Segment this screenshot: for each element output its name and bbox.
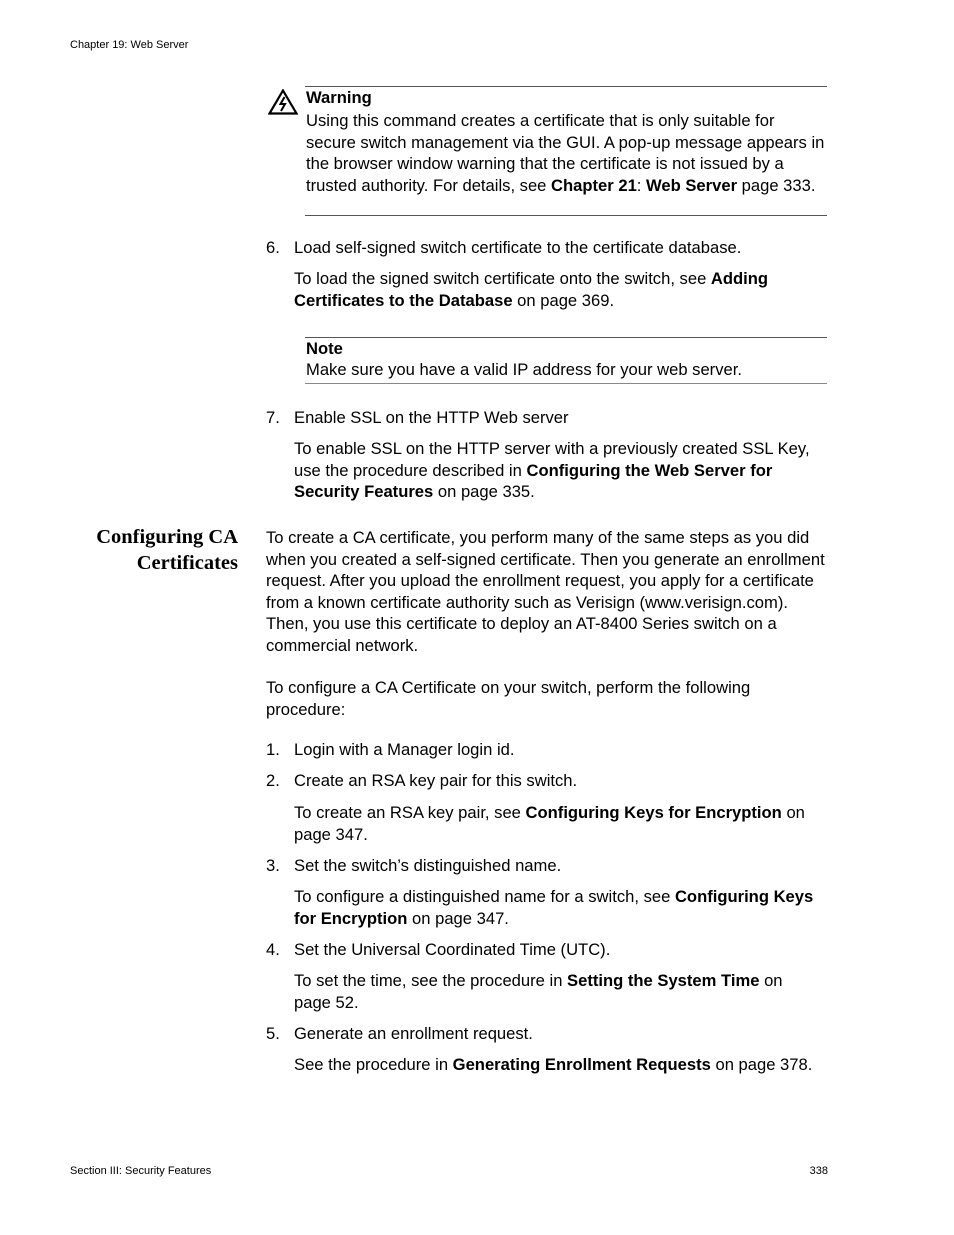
note-text: Make sure you have a valid IP address for your web server. xyxy=(306,360,742,379)
running-header: Chapter 19: Web Server xyxy=(70,39,189,51)
note-top-rule xyxy=(305,337,827,338)
warning-xref-title[interactable]: Web Server xyxy=(646,175,738,195)
procedure-step-1-number: 1. xyxy=(266,740,280,759)
note-label: Note xyxy=(306,339,343,358)
procedure-step-3-detail: To configure a distinguished name for a switch, see Configuring Keys for Encryption on page 347. xyxy=(294,887,814,928)
step-6-xref[interactable]: Adding Certificates to the Database xyxy=(294,269,769,310)
procedure-step-5-detail: See the procedure in Generating Enrollment Requests on page 378. xyxy=(294,1055,813,1074)
procedure-step-4-detail: To set the time, see the procedure in Setting the System Time on page 52. xyxy=(294,971,783,1012)
section-heading xyxy=(40,524,238,576)
step-6-detail: To load the signed switch certificate onto the switch, see Adding Certificates to the Database on page 369. xyxy=(294,269,769,310)
procedure-step-4-number: 4. xyxy=(266,940,280,959)
section-paragraph-1: To create a CA certificate, you perform many of the same steps as you did when you created a self-signed certificate. Then you generate an enrollment request. After you upload the enrollment request, you apply for a certificate from a known certificate authority such as Verisign (www.verisign.com). Then, you use this certificate to deploy an AT-8400 Series switch on a commercial network. xyxy=(266,528,825,655)
section-heading-line-1: Configuring CA xyxy=(96,526,238,548)
procedure-step-4-text: Set the Universal Coordinated Time (UTC). xyxy=(294,940,611,959)
procedure-step-5-text: Generate an enrollment request. xyxy=(294,1024,533,1043)
procedure-step-5-xref[interactable]: Generating Enrollment Requests xyxy=(452,1055,711,1074)
warning-top-rule xyxy=(305,86,827,87)
step-7-text: Enable SSL on the HTTP Web server xyxy=(294,408,569,427)
procedure-step-3-xref[interactable]: Configuring Keys for Encryption xyxy=(294,887,814,928)
procedure-step-1-text: Login with a Manager login id. xyxy=(294,740,515,759)
warning-text: Using this command creates a certificate that is only suitable for secure switch management via the GUI. A pop-up message appears in the browser window warning that the certificate is not issued by a trusted authority. For details, see Chapter 21: Web Server page 333. xyxy=(306,111,825,195)
warning-icon xyxy=(268,89,298,115)
warning-xref-chapter[interactable]: Chapter 21 xyxy=(551,175,637,195)
section-heading-line-2: Certificates xyxy=(136,552,238,574)
warning-bottom-rule xyxy=(305,215,827,216)
procedure-step-2-detail: To create an RSA key pair, see Configuring Keys for Encryption on page 347. xyxy=(294,803,805,844)
step-6-number: 6. xyxy=(266,238,280,257)
procedure-step-3-text: Set the switch’s distinguished name. xyxy=(294,856,562,875)
procedure-step-2-text: Create an RSA key pair for this switch. xyxy=(294,771,578,790)
warning-label: Warning xyxy=(306,88,372,107)
step-7-xref[interactable]: Configuring the Web Server for Security Features xyxy=(294,460,773,501)
procedure-step-2-xref[interactable]: Configuring Keys for Encryption xyxy=(525,803,782,822)
note-bottom-rule xyxy=(305,383,827,384)
procedure-step-2-number: 2. xyxy=(266,771,280,790)
section-paragraph-2: To configure a CA Certificate on your switch, perform the following procedure: xyxy=(266,678,751,719)
page-number: 338 xyxy=(809,1165,828,1177)
step-7-number: 7. xyxy=(266,408,280,427)
running-footer-section: Section III: Security Features xyxy=(70,1165,212,1177)
procedure-step-3-number: 3. xyxy=(266,856,280,875)
step-7-detail: To enable SSL on the HTTP server with a previously created SSL Key, use the procedure described in Configuring the Web Server for Security Features on page 335. xyxy=(294,439,810,501)
step-6-text: Load self-signed switch certificate to the certificate database. xyxy=(294,238,742,257)
procedure-step-5-number: 5. xyxy=(266,1024,280,1043)
procedure-step-4-xref[interactable]: Setting the System Time xyxy=(567,971,760,990)
